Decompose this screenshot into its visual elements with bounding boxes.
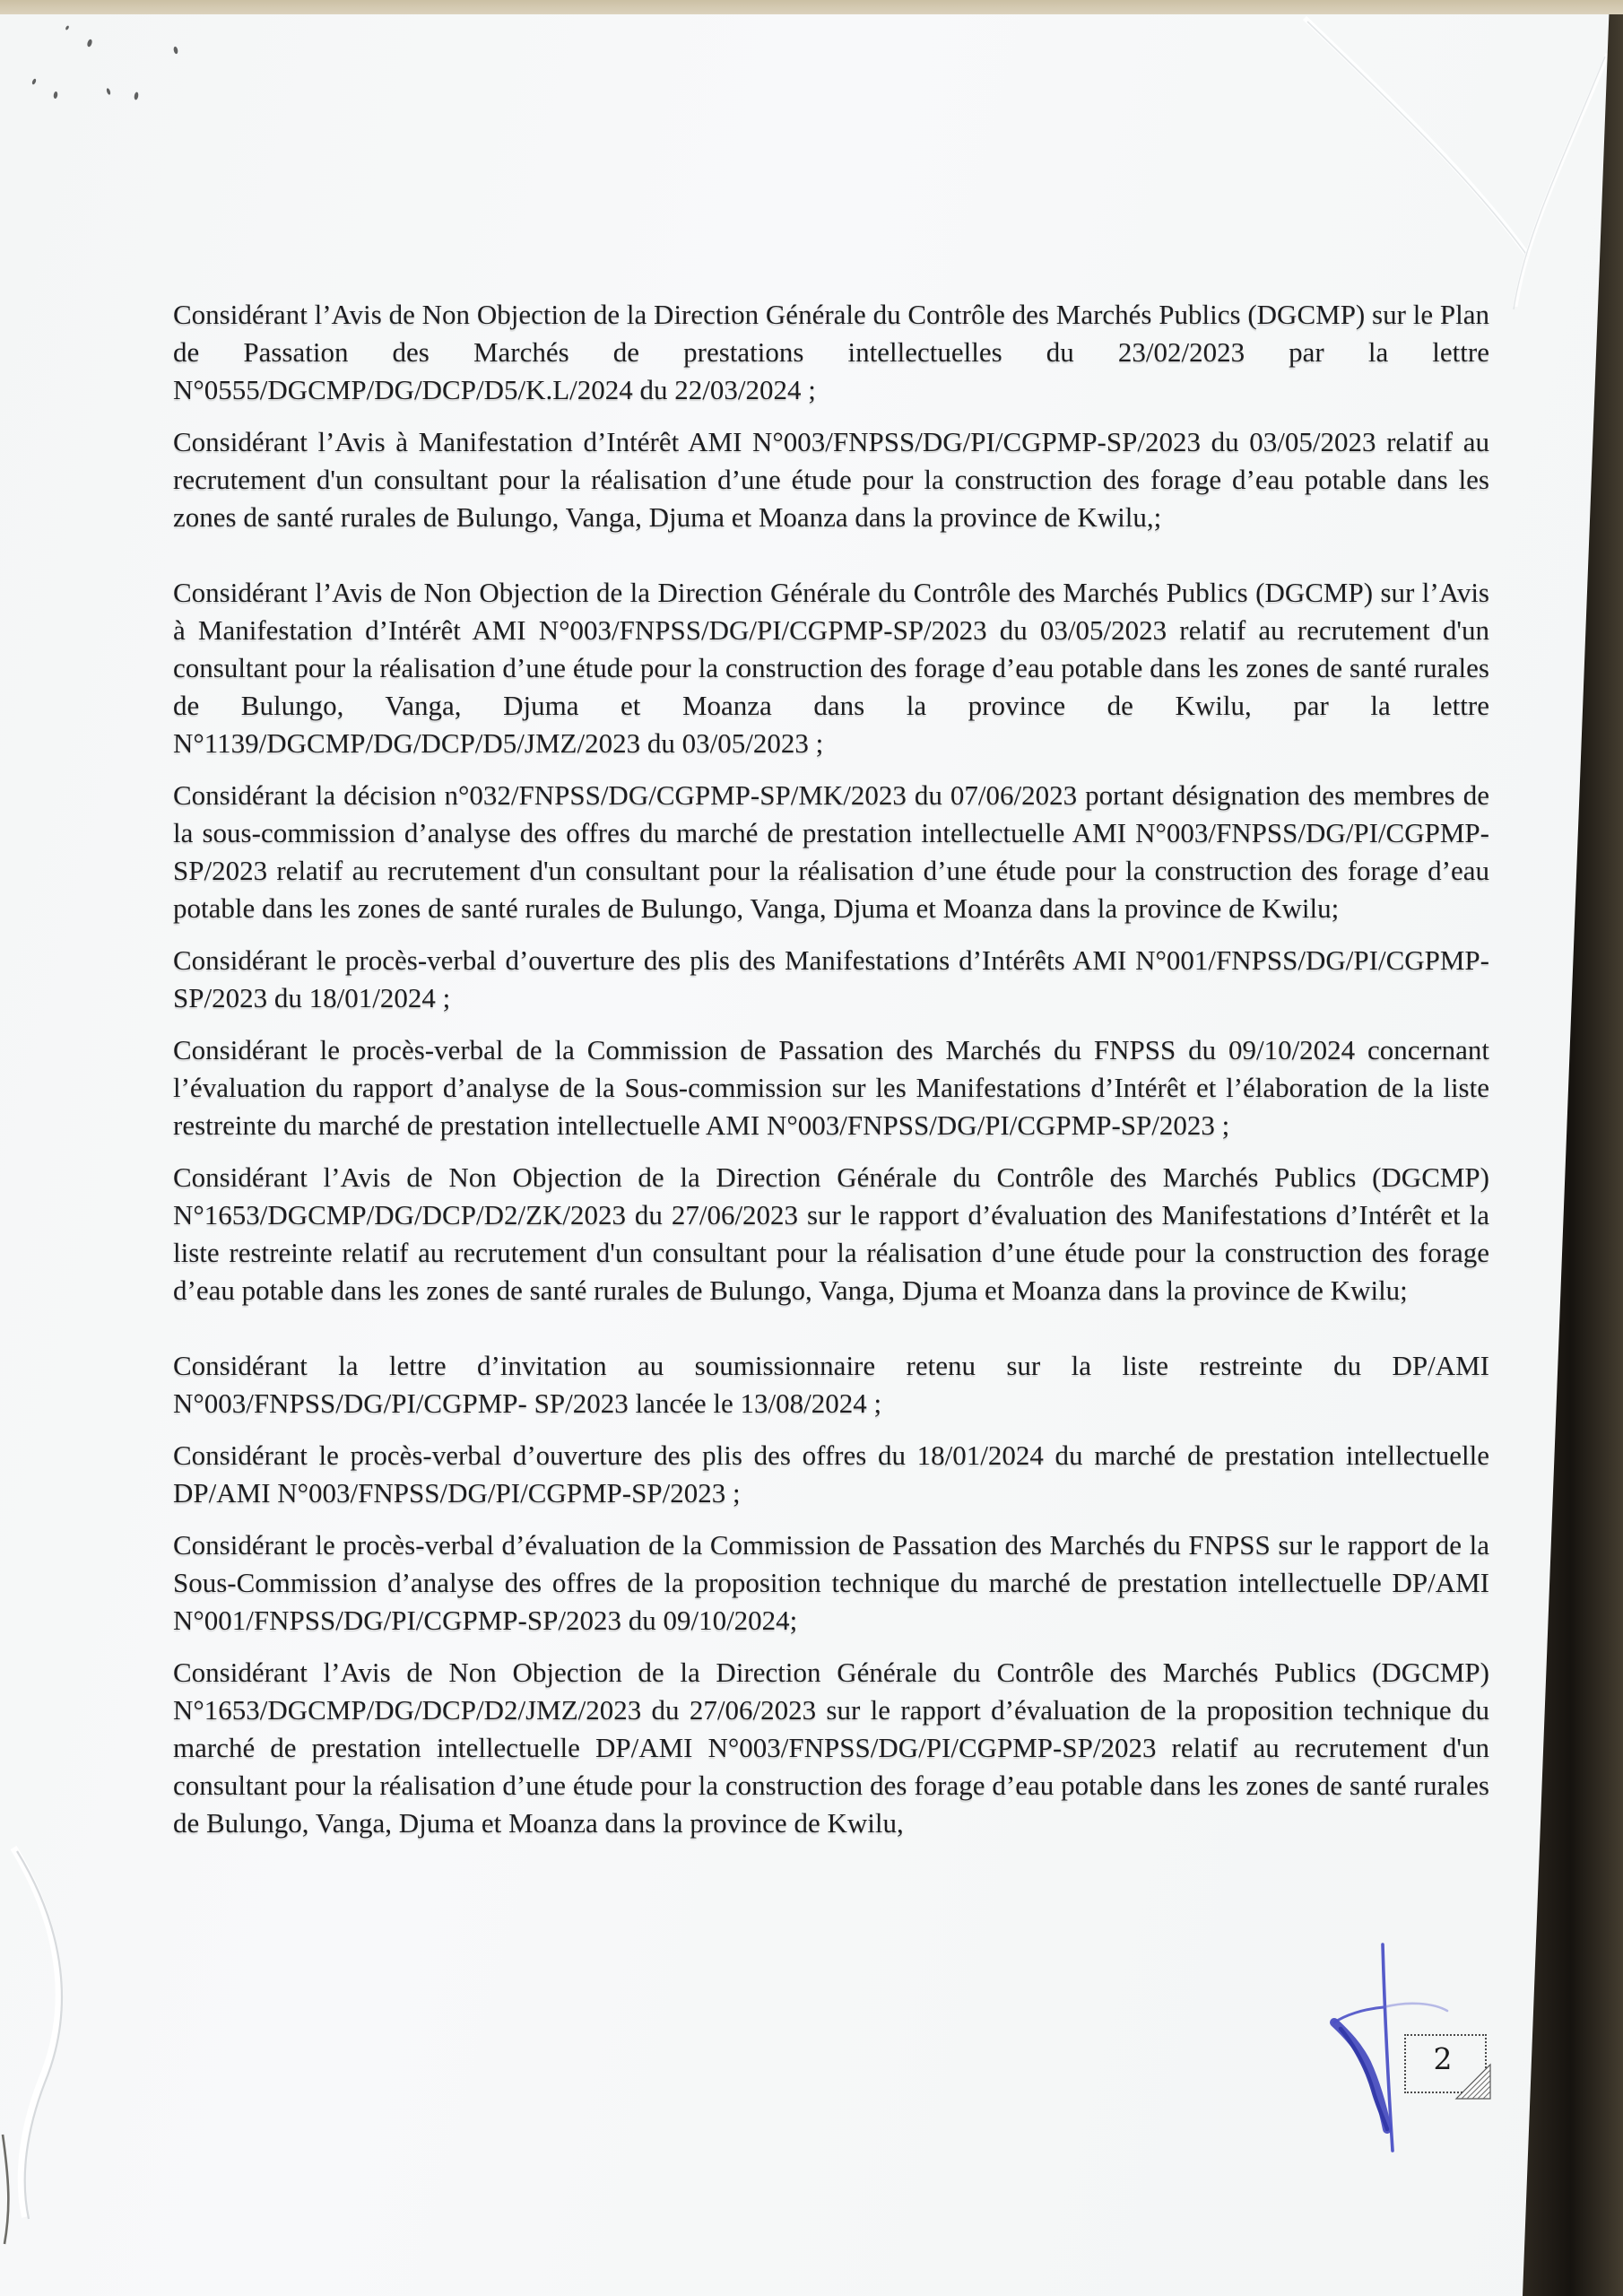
scan-background-right-edge (1506, 0, 1623, 2296)
page-number-box (1404, 2034, 1487, 2093)
paper-crease-left-bottom (3, 1848, 62, 2244)
paragraph-considerant-3: Considérant l’Avis de Non Objection de la Direction Générale du Contrôle des Marchés Publics (DGCMP) sur l’Avis à Manifestation d’Intérêt AMI N°003/FNPSS/DG/PI/CGPMP-SP/2023 du 03/05/2023 relatif au recrutement d'un consultant pour la réalisation d’une étude pour la construction des forage d’eau potable dans les zones de santé rurales de Bulungo, Vanga, Djuma et Moanza dans la province de Kwilu, par la lettre N°1139/DGCMP/DG/DCP/D5/JMZ/2023 du 03/05/2023 ; (173, 577, 1489, 759)
paragraph-considerant-9: Considérant le procès-verbal d’ouverture des plis des offres du 18/01/2024 du marché de prestation intellectuelle DP/AMI N°003/FNPSS/DG/PI/CGPMP-SP/2023 ; (173, 1439, 1489, 1509)
paragraph-considerant-6: Considérant le procès-verbal de la Commission de Passation des Marchés du FNPSS du 09/10/2024 concernant l’évaluation du rapport d’analyse de la Sous-commission sur les Manifestations d’Intérêt et l’élaboration de la liste restreinte du marché de prestation intellectuelle AMI N°003/FNPSS/DG/PI/CGPMP-SP/2023 ; (173, 1034, 1489, 1141)
pen-mark-faint-tail (1384, 2004, 1447, 2011)
paragraph-considerant-4: Considérant la décision n°032/FNPSS/DG/CGPMP-SP/MK/2023 du 07/06/2023 portant désignation des membres de la sous-commission d’analyse des offres du marché de prestation intellectuelle AMI N°003/FNPSS/DG/PI/CGPMP-SP/2023 relatif au recrutement d'un consultant pour la réalisation d’une étude pour la construction des forage d’eau potable dans les zones de santé rurales de Bulungo, Vanga, Djuma et Moanza dans la province de Kwilu; (173, 779, 1489, 924)
document-body-text (173, 296, 1489, 1857)
page-corner-fold-icon (1453, 2059, 1494, 2102)
paragraph-considerant-7: Considérant l’Avis de Non Objection de la Direction Générale du Contrôle des Marchés Publics (DGCMP) N°1653/DGCMP/DG/DCP/D2/ZK/2023 du 27/06/2023 sur le rapport d’évaluation des Manifestations d’Intérêt et la liste restreinte relatif au recrutement d'un consultant pour la réalisation d’une étude pour la construction des forage d’eau potable dans les zones de santé rurales de Bulungo, Vanga, Djuma et Moanza dans la province de Kwilu; (173, 1161, 1489, 1306)
pen-mark-thick-stroke (1334, 2022, 1387, 2129)
paragraph-considerant-5: Considérant le procès-verbal d’ouverture des plis des Manifestations d’Intérêts AMI N°001/FNPSS/DG/PI/CGPMP-SP/2023 du 18/01/2024 ; (173, 944, 1489, 1013)
ink-specks (31, 25, 178, 100)
paragraph-considerant-11: Considérant l’Avis de Non Objection de la Direction Générale du Contrôle des Marchés Publics (DGCMP) N°1653/DGCMP/DG/DCP/D2/JMZ/2023 du 27/06/2023 sur le rapport d’évaluation de la proposition technique du marché de prestation intellectuelle DP/AMI N°003/FNPSS/DG/PI/CGPMP-SP/2023 relatif au recrutement d'un consultant pour la réalisation d’une étude pour la construction des forage d’eau potable dans les zones de santé rurales de Bulungo, Vanga, Djuma et Moanza dans la province de Kwilu, (173, 1657, 1489, 1839)
paragraph-considerant-8: Considérant la lettre d’invitation au soumissionnaire retenu sur la liste restreinte du DP/AMI N°003/FNPSS/DG/PI/CGPMP- SP/2023 lancée le 13/08/2024 ; (173, 1350, 1489, 1419)
pen-mark-hook-stroke (1334, 2007, 1384, 2022)
paragraph-considerant-10: Considérant le procès-verbal d’évaluation de la Commission de Passation des Marchés du FNPSS sur le rapport de la Sous-Commission d’analyse des offres de la proposition technique du marché de prestation intellectuelle DP/AMI N°001/FNPSS/DG/PI/CGPMP-SP/2023 du 09/10/2024; (173, 1529, 1489, 1636)
paragraph-considerant-1: Considérant l’Avis de Non Objection de la Direction Générale du Contrôle des Marchés Publics (DGCMP) sur le Plan de Passation des Marchés de prestations intellectuelles du 23/02/2023 par la lettre N°0555/DGCMP/DG/DCP/D5/K.L/2024 du 22/03/2024 ; (173, 299, 1489, 405)
pen-mark-core-stroke (1341, 2029, 1387, 2129)
scan-background-top-edge (0, 0, 1623, 14)
page-number: 2 (1433, 2041, 1453, 2076)
paragraph-considerant-2: Considérant l’Avis à Manifestation d’Intérêt AMI N°003/FNPSS/DG/PI/CGPMP-SP/2023 du 03/05/2023 relatif au recrutement d'un consultant pour la réalisation d’une étude pour la construction des forage d’eau potable dans les zones de santé rurales de Bulungo, Vanga, Djuma et Moanza dans la province de Kwilu,; (173, 426, 1489, 533)
paper-crease-top-right (1305, 18, 1608, 309)
pen-mark-vertical-stroke (1383, 1944, 1393, 2151)
